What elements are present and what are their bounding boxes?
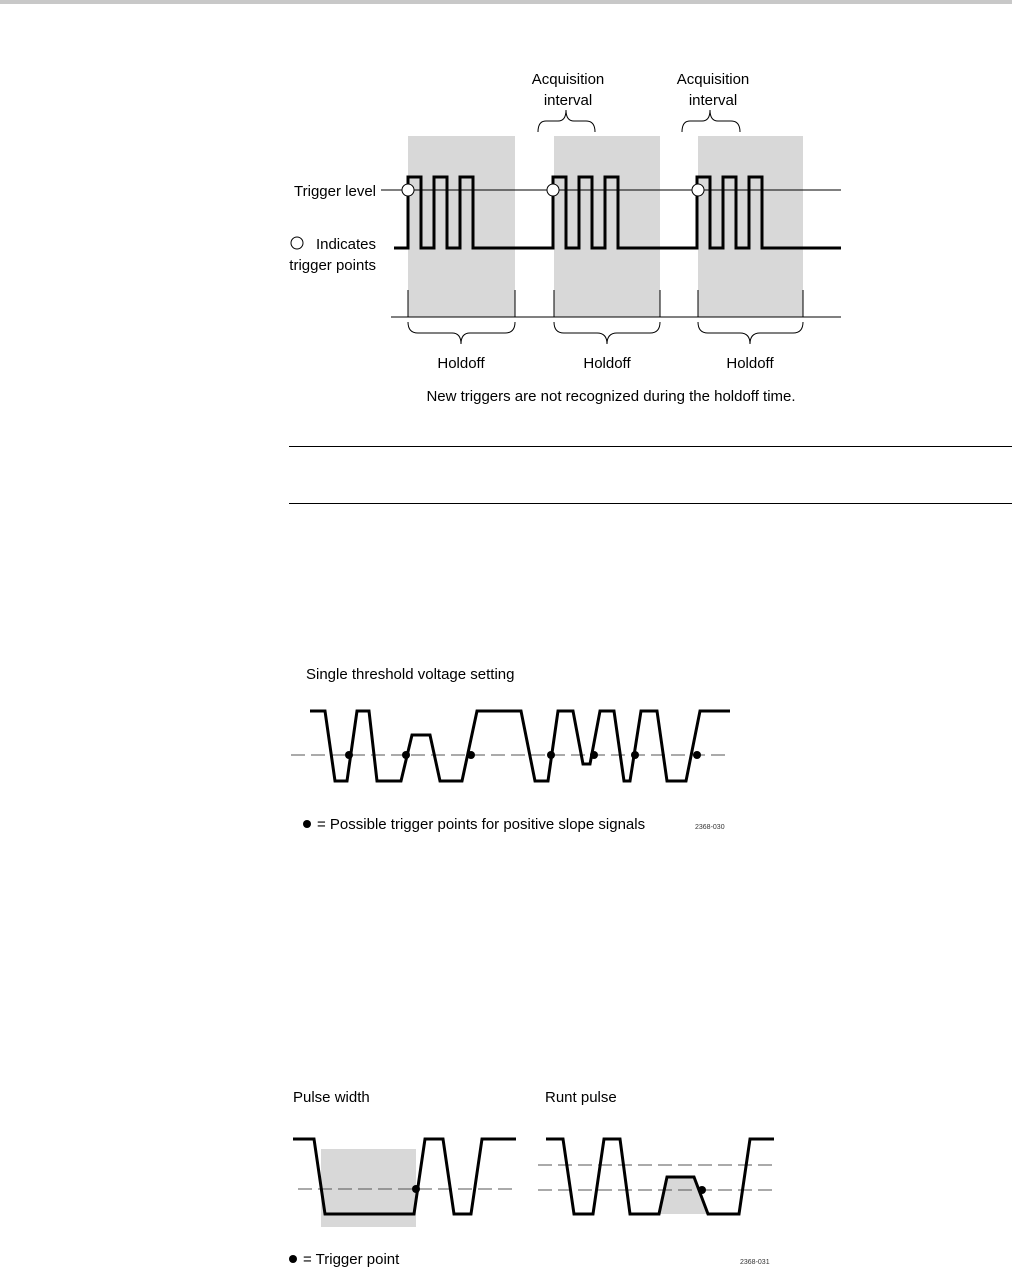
acquisition-label-2-line2: interval bbox=[688, 92, 738, 109]
holdoff-caption: New triggers are not recognized during the holdoff time. bbox=[426, 388, 796, 405]
indicates-label: Indicates bbox=[315, 236, 376, 253]
pulse-width-trigger-dot bbox=[412, 1185, 420, 1193]
threshold-figure-id: 2368-030 bbox=[695, 824, 725, 831]
holdoff-shade-2 bbox=[554, 136, 660, 317]
acquisition-label-1-line1: Acquisition bbox=[531, 71, 605, 88]
threshold-waveform bbox=[310, 711, 730, 781]
pulse-width-title: Pulse width bbox=[293, 1089, 370, 1106]
holdoff-label-2: Holdoff bbox=[583, 355, 631, 372]
holdoff-label-3: Holdoff bbox=[726, 355, 774, 372]
acquisition-brace-1 bbox=[538, 110, 595, 132]
pulse-figure bbox=[289, 1089, 774, 1268]
threshold-figure bbox=[291, 666, 731, 833]
acquisition-label-1-line2: interval bbox=[543, 92, 593, 109]
trigger-point-dot bbox=[402, 751, 410, 759]
trigger-point-dot bbox=[631, 751, 639, 759]
trigger-point-dot bbox=[590, 751, 598, 759]
trigger-point-marker-1 bbox=[402, 184, 414, 196]
pulse-figure-id: 2368-031 bbox=[740, 1259, 770, 1266]
holdoff-brace-2 bbox=[554, 322, 660, 344]
threshold-title: Single threshold voltage setting bbox=[306, 666, 515, 683]
runt-pulse-waveform bbox=[546, 1139, 774, 1214]
trigger-points-label: trigger points bbox=[289, 257, 376, 274]
trigger-point-dot bbox=[345, 751, 353, 759]
trigger-point-marker-2 bbox=[547, 184, 559, 196]
trigger-point-legend-icon bbox=[291, 237, 303, 249]
trigger-level-label: Trigger level bbox=[294, 183, 376, 200]
trigger-point-dot bbox=[467, 751, 475, 759]
runt-trigger-dot bbox=[698, 1186, 706, 1194]
pulse-legend: = Trigger point bbox=[303, 1251, 400, 1268]
runt-pulse-title: Runt pulse bbox=[545, 1089, 617, 1106]
holdoff-brace-3 bbox=[698, 322, 803, 344]
acquisition-brace-2 bbox=[682, 110, 740, 132]
holdoff-brace-1 bbox=[408, 322, 515, 344]
trigger-point-legend-dot bbox=[303, 820, 311, 828]
trigger-point-legend-dot bbox=[289, 1255, 297, 1263]
acquisition-label-2-line1: Acquisition bbox=[676, 71, 750, 88]
holdoff-label-1: Holdoff bbox=[437, 355, 485, 372]
threshold-legend: = Possible trigger points for positive slope signals bbox=[317, 816, 646, 833]
trigger-point-dot bbox=[693, 751, 701, 759]
trigger-point-marker-3 bbox=[692, 184, 704, 196]
trigger-point-dot bbox=[547, 751, 555, 759]
holdoff-figure bbox=[289, 71, 841, 405]
